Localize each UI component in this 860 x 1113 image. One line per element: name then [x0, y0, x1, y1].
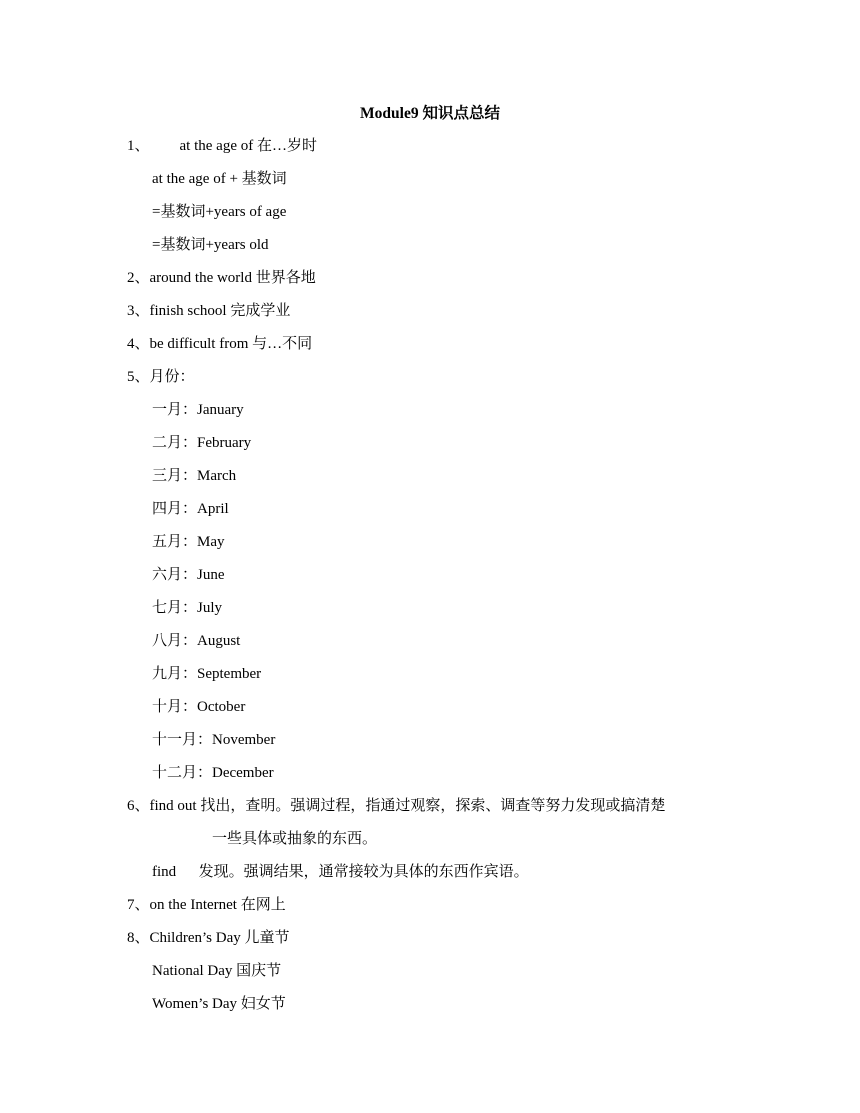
- month-april: 四月：April: [152, 501, 229, 517]
- month-july: 七月：July: [152, 600, 223, 616]
- month-february: 二月：February: [152, 435, 252, 451]
- item-6-find: find 发现。强调结果，通常接较为具体的东西作宾语。: [152, 864, 529, 880]
- item-1-text: at the age of 在…岁时: [179, 138, 317, 154]
- month-october: 十月：October: [152, 699, 246, 715]
- item-1-sub-c: =基数词+years old: [152, 237, 269, 253]
- item-5: 5、月份：: [127, 369, 195, 385]
- month-december: 十二月：December: [152, 765, 274, 781]
- month-november: 十一月：November: [152, 732, 276, 748]
- month-january: 一月：January: [152, 402, 244, 418]
- item-6-continuation: 一些具体或抽象的东西。: [212, 831, 378, 847]
- item-2: 2、around the world 世界各地: [127, 270, 316, 286]
- item-6: 6、find out 找出，查明。强调过程，指通过观察，探索、调查等努力发现或搞清楚: [127, 798, 666, 814]
- item-1-sub-b: =基数词+years of age: [152, 204, 287, 220]
- document-title: Module9 知识点总结: [360, 105, 500, 122]
- item-8: 8、Children’s Day 儿童节: [127, 930, 290, 946]
- item-1-number: 1、: [127, 138, 150, 154]
- month-september: 九月：September: [152, 666, 262, 682]
- month-march: 三月：March: [152, 468, 237, 484]
- item-7: 7、on the Internet 在网上: [127, 897, 286, 913]
- month-may: 五月：May: [152, 534, 225, 550]
- item-8-sub-a: National Day 国庆节: [152, 963, 282, 979]
- item-3: 3、finish school 完成学业: [127, 303, 291, 319]
- item-1-sub-a: at the age of + 基数词: [152, 171, 287, 187]
- item-1: [127, 136, 317, 156]
- item-4: 4、be difficult from 与…不同: [127, 336, 313, 352]
- month-august: 八月：August: [152, 633, 241, 649]
- month-june: 六月：June: [152, 567, 225, 583]
- item-8-sub-b: Women’s Day 妇女节: [152, 996, 286, 1012]
